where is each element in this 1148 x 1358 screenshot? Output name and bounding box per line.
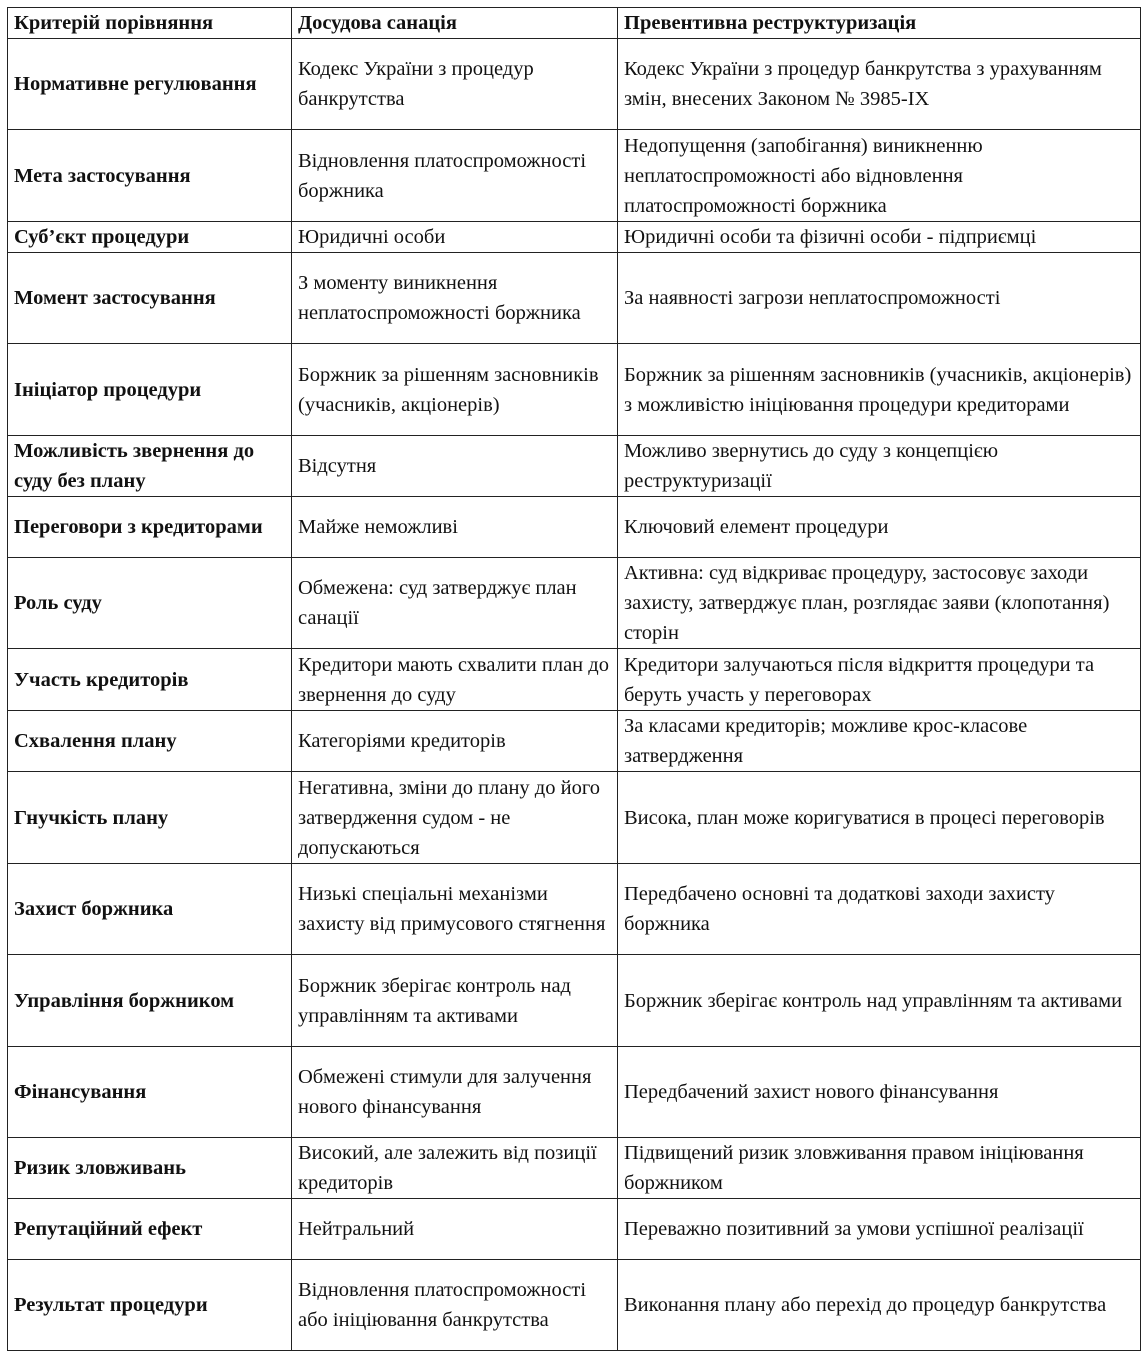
sanation-cell: Кодекс України з процедур банкрутства [292,39,618,130]
criterion-cell: Ініціатор процедури [8,344,292,436]
sanation-cell: Обмежена: суд затверджує план санації [292,558,618,649]
table-row [8,344,1141,436]
sanation-cell: Категоріями кредиторів [292,711,618,772]
table-row [8,955,1141,1047]
restructuring-cell: Кодекс України з процедур банкрутства з урахуванням змін, внесених Законом № 3985-IX [618,39,1141,130]
restructuring-cell: Переважно позитивний за умови успішної реалізації [618,1199,1141,1260]
table-row [8,253,1141,344]
criterion-cell: Участь кредиторів [8,649,292,711]
criterion-cell: Фінансування [8,1047,292,1138]
table-row [8,772,1141,864]
sanation-cell: Обмежені стимули для залучення нового фінансування [292,1047,618,1138]
comparison-table-container [7,7,1140,1351]
criterion-cell: Можливість звернення до суду без плану [8,436,292,497]
restructuring-cell: Висока, план може коригуватися в процесі переговорів [618,772,1141,864]
sanation-cell: Майже неможливі [292,497,618,558]
sanation-cell: Відновлення платоспроможності або ініціювання банкрутства [292,1260,618,1351]
sanation-cell: Боржник за рішенням засновників (учасників, акціонерів) [292,344,618,436]
restructuring-cell: Юридичні особи та фізичні особи - підприємці [618,222,1141,253]
criterion-cell: Нормативне регулювання [8,39,292,130]
table-row [8,1199,1141,1260]
restructuring-cell: Передбачений захист нового фінансування [618,1047,1141,1138]
criterion-cell: Результат процедури [8,1260,292,1351]
table-row [8,711,1141,772]
table-row [8,558,1141,649]
criterion-cell: Репутаційний ефект [8,1199,292,1260]
restructuring-cell: Ключовий елемент процедури [618,497,1141,558]
table-row [8,864,1141,955]
table-row [8,1138,1141,1199]
table-row [8,1260,1141,1351]
criterion-cell: Мета застосування [8,130,292,222]
criterion-cell: Переговори з кредиторами [8,497,292,558]
restructuring-cell: Можливо звернутись до суду з концепцією реструктуризації [618,436,1141,497]
restructuring-cell: Виконання плану або перехід до процедур банкрутства [618,1260,1141,1351]
restructuring-cell: Підвищений ризик зловживання правом ініціювання боржником [618,1138,1141,1199]
criterion-cell: Схвалення плану [8,711,292,772]
table-row [8,436,1141,497]
criterion-cell: Момент застосування [8,253,292,344]
restructuring-cell: Недопущення (запобігання) виникненню неплатоспроможності або відновлення платоспроможності боржника [618,130,1141,222]
restructuring-cell: Боржник за рішенням засновників (учасників, акціонерів) з можливістю ініціювання процедури кредиторами [618,344,1141,436]
restructuring-cell: Боржник зберігає контроль над управлінням та активами [618,955,1141,1047]
criterion-cell: Гнучкість плану [8,772,292,864]
criterion-cell: Захист боржника [8,864,292,955]
sanation-cell: Нейтральний [292,1199,618,1260]
criterion-cell: Управління боржником [8,955,292,1047]
table-header-row [8,8,1141,39]
sanation-cell: Юридичні особи [292,222,618,253]
table-body [8,39,1141,1351]
sanation-cell: З моменту виникнення неплатоспроможності боржника [292,253,618,344]
sanation-cell: Високий, але залежить від позиції кредиторів [292,1138,618,1199]
header-pretrial-sanation: Досудова санація [292,8,618,39]
table-row [8,649,1141,711]
header-criterion: Критерій порівняння [8,8,292,39]
restructuring-cell: За класами кредиторів; можливе крос-класове затвердження [618,711,1141,772]
restructuring-cell: Активна: суд відкриває процедуру, застосовує заходи захисту, затверджує план, розглядає заяви (клопотання) сторін [618,558,1141,649]
sanation-cell: Боржник зберігає контроль над управлінням та активами [292,955,618,1047]
sanation-cell: Відновлення платоспроможності боржника [292,130,618,222]
sanation-cell: Негативна, зміни до плану до його затвердження судом - не допускаються [292,772,618,864]
table-row [8,497,1141,558]
table-row [8,39,1141,130]
header-preventive-restructuring: Превентивна реструктуризація [618,8,1141,39]
criterion-cell: Суб’єкт процедури [8,222,292,253]
sanation-cell: Кредитори мають схвалити план до звернення до суду [292,649,618,711]
sanation-cell: Низькі спеціальні механізми захисту від примусового стягнення [292,864,618,955]
criterion-cell: Ризик зловживань [8,1138,292,1199]
criterion-cell: Роль суду [8,558,292,649]
table-row [8,222,1141,253]
sanation-cell: Відсутня [292,436,618,497]
restructuring-cell: За наявності загрози неплатоспроможності [618,253,1141,344]
restructuring-cell: Передбачено основні та додаткові заходи захисту боржника [618,864,1141,955]
table-row [8,1047,1141,1138]
restructuring-cell: Кредитори залучаються після відкриття процедури та беруть участь у переговорах [618,649,1141,711]
comparison-table [7,7,1141,1351]
table-row [8,130,1141,222]
